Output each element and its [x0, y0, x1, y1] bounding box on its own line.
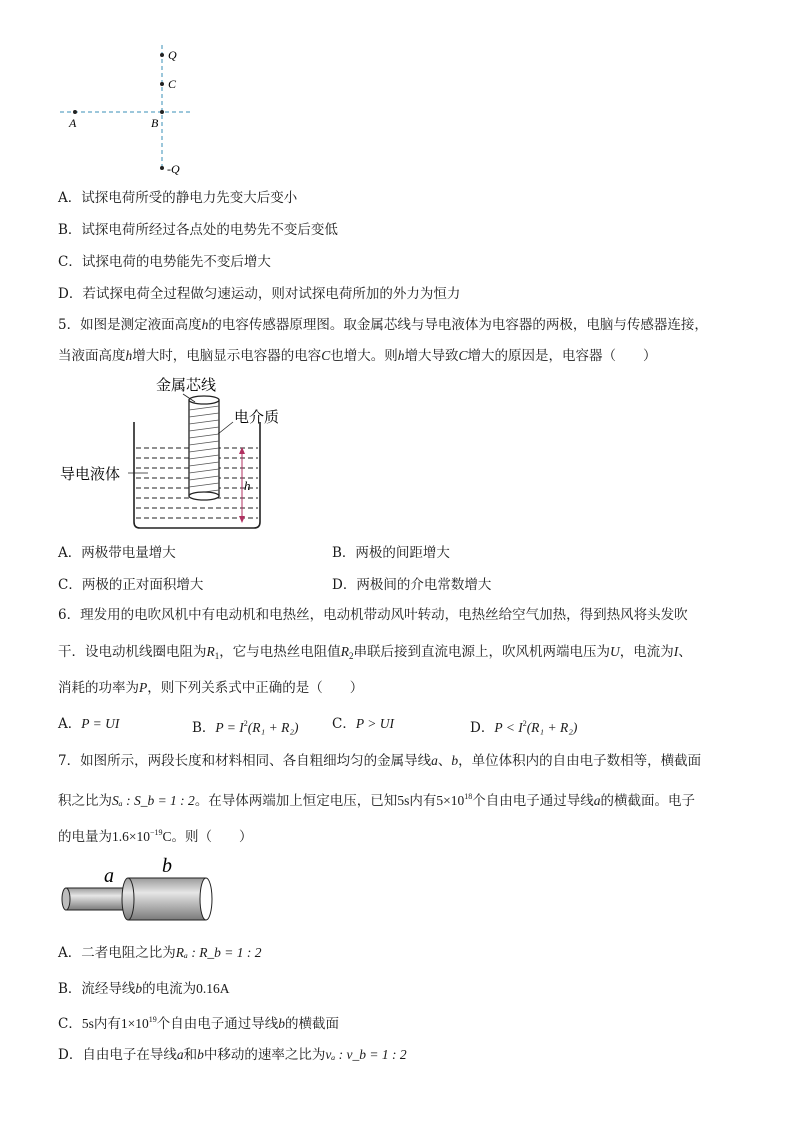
point-b	[160, 110, 164, 114]
q6-option-b: B．$P = I^2(R_1 + R_2)$	[192, 719, 299, 736]
q7-option-a: A．二者电阻之比为Rₐ : R_b = 1 : 2	[58, 945, 262, 961]
label-conductive-liquid: 导电液体	[60, 465, 121, 483]
point-a	[73, 110, 77, 114]
dielectric-cylinder	[189, 400, 219, 496]
wire-figure	[58, 852, 228, 932]
q4-option-c: C．试探电荷的电势能先不变后增大	[58, 254, 271, 270]
label-a: A	[69, 116, 77, 130]
label-q-bottom: -Q	[167, 162, 180, 176]
label-dielectric: 电介质	[234, 408, 280, 426]
wire-b-right	[200, 878, 212, 920]
q5-stem-line1: 5．如图是测定液面高度h的电容传感器原理图。取金属芯线与导电液体为电容器的两极，电脑与传感器连接，	[58, 317, 708, 333]
q6-option-d: D．$P < I^2(R_1 + R_2)$	[470, 719, 578, 736]
wire-label-a: a	[104, 865, 114, 887]
q7-option-c: C．5s内有$1\times 10^{19}$个自由电子通过导线b的横截面	[58, 1015, 339, 1032]
q6-option-a: A．P = UI	[58, 716, 120, 732]
q4-option-a: A．试探电荷所受的静电力先变大后变小	[58, 190, 298, 206]
q5-option-c: C．两极的正对面积增大	[58, 577, 204, 593]
cylinder-top	[189, 396, 219, 404]
label-metal-core: 金属芯线	[156, 376, 217, 394]
q7-stem-line1: 7．如图所示，两段长度和材料相同、各自粗细均匀的金属导线a、b，单位体积内的自由电子数相等，横截面	[58, 753, 702, 769]
point-q-bottom	[160, 166, 164, 170]
leader-dielectric	[218, 422, 233, 434]
q7-option-b: B．流经导线b的电流为0.16A	[58, 981, 230, 997]
q5-stem-line2: 当液面高度h增大时，电脑显示电容器的电容C也增大。则h增大导致C增大的原因是，电容器（ ）	[58, 348, 657, 364]
height-label: h	[244, 478, 251, 493]
label-b: B	[151, 116, 159, 130]
capacitor-sensor-figure	[58, 372, 298, 542]
point-c	[160, 82, 164, 86]
q7-option-d: D．自由电子在导线a和b中移动的速率之比为vₐ : v_b = 1 : 2	[58, 1047, 407, 1063]
q7-stem-line2: 积之比为Sₐ : S_b = 1 : 2。在导体两端加上恒定电压，已知5s内有$5\times 10^{18}$个自由电子通过导线a的横截面。电子	[58, 792, 695, 809]
wire-label-b: b	[162, 855, 172, 877]
label-c: C	[168, 77, 177, 91]
q6-stem-line1: 6．理发用的电吹风机中有电动机和电热丝，电动机带动风叶转动，电热丝给空气加热，得到热风将头发吹	[58, 607, 688, 623]
q7-stem-line3: 的电量为$1.6\times 10^{-19}C$。则（ ）	[58, 828, 253, 845]
q5-option-d: D．两极间的介电常数增大	[332, 577, 492, 593]
wire-b-left	[122, 878, 134, 920]
label-q-top: Q	[168, 48, 177, 62]
q4-option-b: B．试探电荷所经过各点处的电势先不变后变低	[58, 222, 338, 238]
cylinder-bottom	[189, 492, 219, 500]
q6-stem-line2: 干．设电动机线圈电阻为$R_1$，它与电热丝电阻值$R_2$串联后接到直流电源上，吹风机两端电压为U，电流为I、	[58, 644, 692, 661]
point-q-top	[160, 53, 164, 57]
q5-option-a: A．两极带电量增大	[58, 545, 176, 561]
q6-option-c: C．P > UI	[332, 716, 394, 732]
q6-stem-line3: 消耗的功率为P，则下列关系式中正确的是（ ）	[58, 680, 364, 696]
wire-a-end	[62, 888, 70, 910]
q4-option-d: D．若试探电荷全过程做匀速运动，则对试探电荷所加的外力为恒力	[58, 286, 461, 302]
q5-option-b: B．两极的间距增大	[332, 545, 450, 561]
charge-figure	[55, 40, 255, 180]
wire-b	[128, 878, 206, 920]
